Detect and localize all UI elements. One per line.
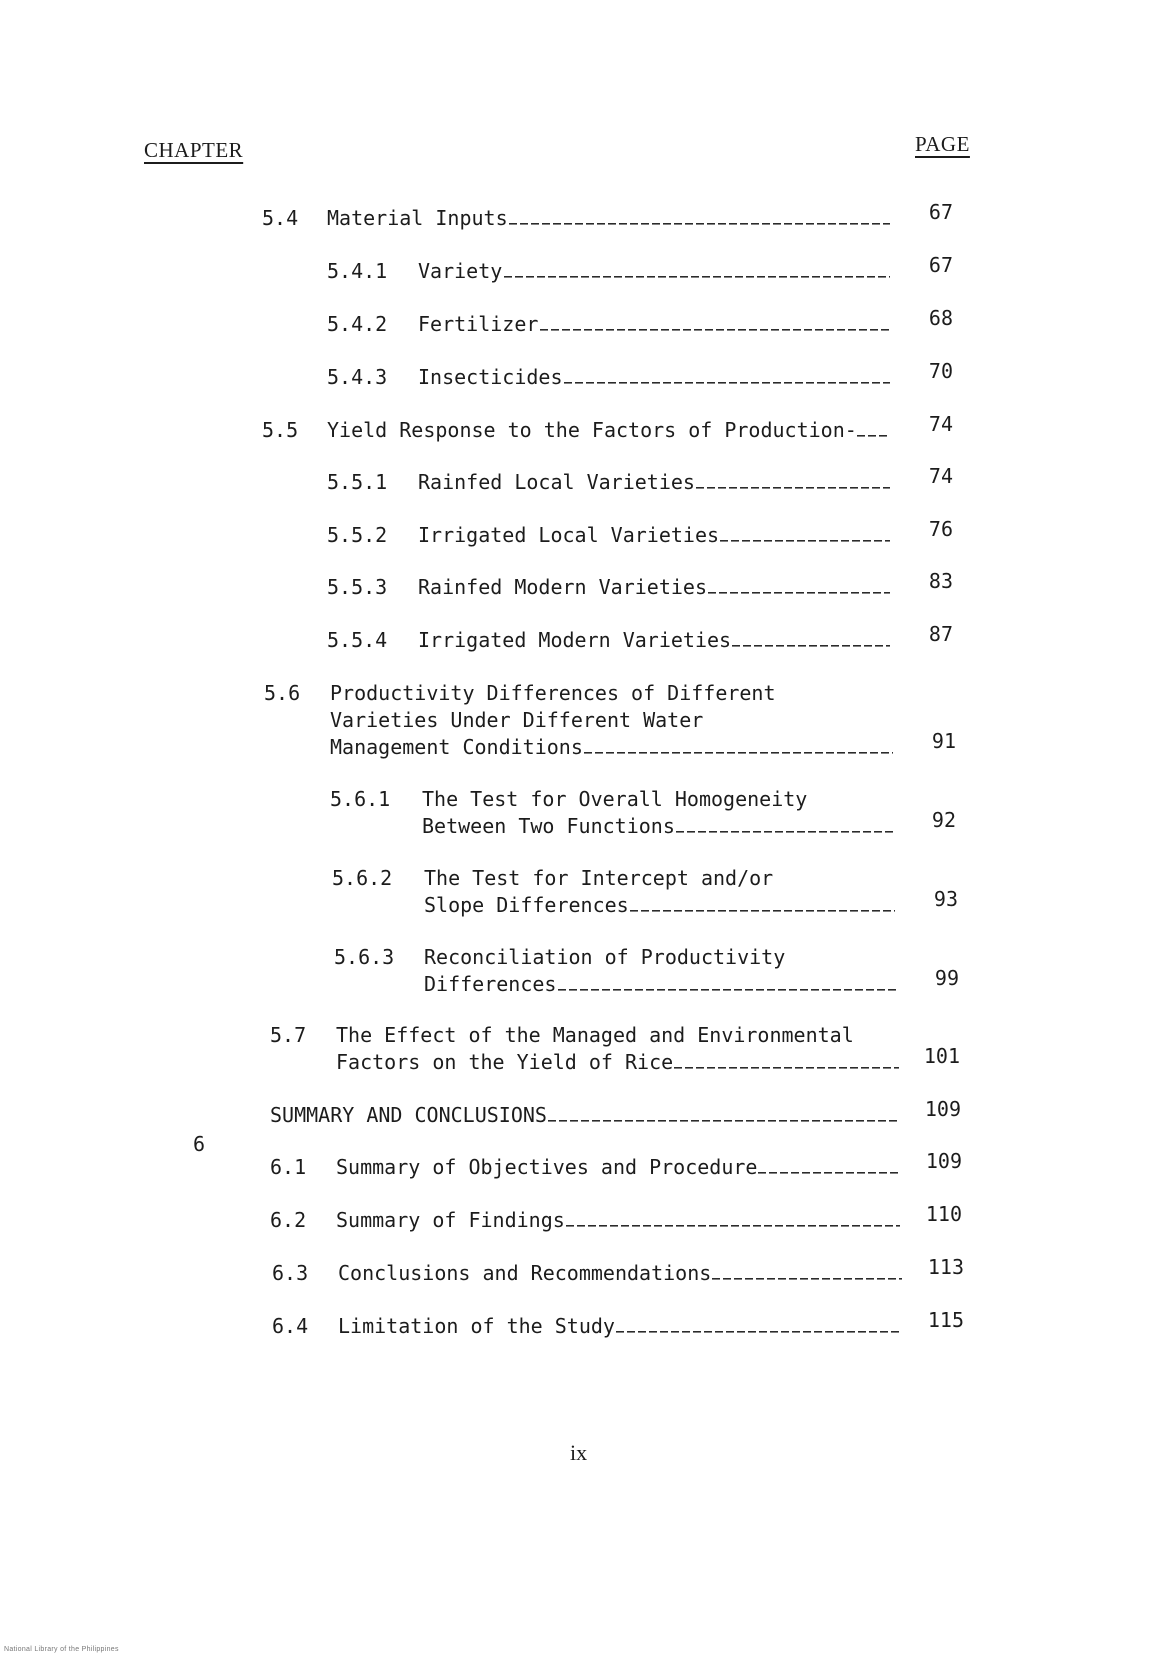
section-number: 5.5.1 [327,470,388,494]
section-number: 5.6 [264,681,301,705]
section-title: Limitation of the Study [338,1314,615,1338]
toc-entry [0,1255,1151,1287]
section-title: Productivity Differences of Different [330,681,776,705]
page-ref: 87 [928,622,953,646]
section-number: 5.4.2 [327,312,388,336]
section-title: Summary of Findings [336,1208,565,1232]
leader-dashes [674,1049,899,1076]
toc-entry [0,306,1151,338]
section-title: SUMMARY AND CONCLUSIONS [270,1103,547,1127]
leader-dashes [558,971,897,998]
page-ref: 76 [928,517,953,541]
toc-entry [0,680,1151,761]
section-number: 6.1 [270,1155,307,1179]
page-ref: 115 [927,1308,964,1332]
section-title: Material Inputs [327,206,508,230]
leader-dashes [708,574,890,601]
toc-entry [0,1149,1151,1181]
leader-dashes [696,469,890,496]
toc-entry [0,359,1151,391]
page-ref: 68 [928,306,953,330]
section-number: 6.2 [270,1208,307,1232]
leader-dashes [566,1207,900,1234]
leader-dashes [676,813,893,840]
leader-dashes [720,522,890,549]
leader-dashes [758,1154,900,1181]
section-title: The Effect of the Managed and Environmental [336,1023,854,1047]
section-title: Differences [424,972,557,996]
page-ref: 92 [931,808,956,832]
page-ref: 113 [927,1255,964,1279]
leader-dashes [584,734,893,761]
page-ref: 91 [931,729,956,753]
section-number: 5.4 [262,206,299,230]
leader-dashes [509,205,890,232]
section-title: Factors on the Yield of Rice [336,1050,674,1074]
page-ref: 109 [925,1149,962,1173]
leader-dashes [540,311,890,338]
section-title: Conclusions and Recommendations [338,1261,712,1285]
page-ref: 109 [924,1097,961,1121]
leader-dashes [616,1313,902,1340]
section-number: 5.6.2 [332,866,393,890]
page-ref: 93 [933,887,958,911]
section-title: Between Two Functions [422,814,675,838]
toc-entry [0,1097,1151,1129]
page-ref: 110 [925,1202,962,1226]
section-title: Summary of Objectives and Procedure [336,1155,758,1179]
page-ref: 99 [934,966,959,990]
page-ref: 83 [928,569,953,593]
page-ref: 70 [928,359,953,383]
section-number: 5.5.2 [327,523,388,547]
chapter-column-header: CHAPTER [144,138,244,162]
section-number: 5.5 [262,418,299,442]
chapter-number: 6 [193,1132,206,1156]
toc-entry [0,464,1151,496]
section-title: Irrigated Modern Varieties [418,628,732,652]
toc-entry [0,944,1151,998]
page-column-header: PAGE [915,132,970,156]
scan-credit: National Library of the Philippines [4,1646,119,1653]
toc-entry [0,622,1151,654]
page-ref: 67 [928,200,953,224]
section-title: The Test for Overall Homogeneity [422,787,808,811]
leader-dashes [857,417,890,444]
page-number: ix [570,1440,588,1465]
section-number: 5.6.1 [330,787,391,811]
toc-entry [0,200,1151,232]
toc-entry [0,253,1151,285]
leader-dashes [712,1260,902,1287]
toc-entry [0,1308,1151,1340]
toc-entry [0,786,1151,840]
section-number: 5.4.3 [327,365,388,389]
page-ref: 101 [923,1044,960,1068]
section-title: Rainfed Modern Varieties [418,575,707,599]
leader-dashes [548,1102,899,1129]
section-title: Variety [418,259,503,283]
section-number: 5.4.1 [327,259,388,283]
section-title: Insecticides [418,365,563,389]
section-title: Yield Response to the Factors of Production- [327,418,857,442]
leader-dashes [504,258,890,285]
section-title: Slope Differences [424,893,629,917]
section-title: Reconciliation of Productivity [424,945,786,969]
toc-entry [0,412,1151,444]
section-number: 5.7 [270,1023,307,1047]
leader-dashes [732,627,890,654]
section-number: 5.6.3 [334,945,395,969]
page-ref: 74 [928,464,953,488]
toc-entry [0,865,1151,919]
leader-dashes [564,364,890,391]
section-number: 5.5.4 [327,628,388,652]
section-title: Rainfed Local Varieties [418,470,695,494]
toc-entry [0,569,1151,601]
section-title: The Test for Intercept and/or [424,866,774,890]
section-number: 5.5.3 [327,575,388,599]
toc-entry [0,1202,1151,1234]
section-title: Varieties Under Different Water [330,708,704,732]
section-title: Fertilizer [418,312,539,336]
section-number: 6.3 [272,1261,309,1285]
section-title: Management Conditions [330,735,583,759]
toc-entry [0,1022,1151,1076]
page-ref: 74 [928,412,953,436]
leader-dashes [630,892,895,919]
section-number: 6.4 [272,1314,309,1338]
page-ref: 67 [928,253,953,277]
toc-entry [0,517,1151,549]
section-title: Irrigated Local Varieties [418,523,720,547]
